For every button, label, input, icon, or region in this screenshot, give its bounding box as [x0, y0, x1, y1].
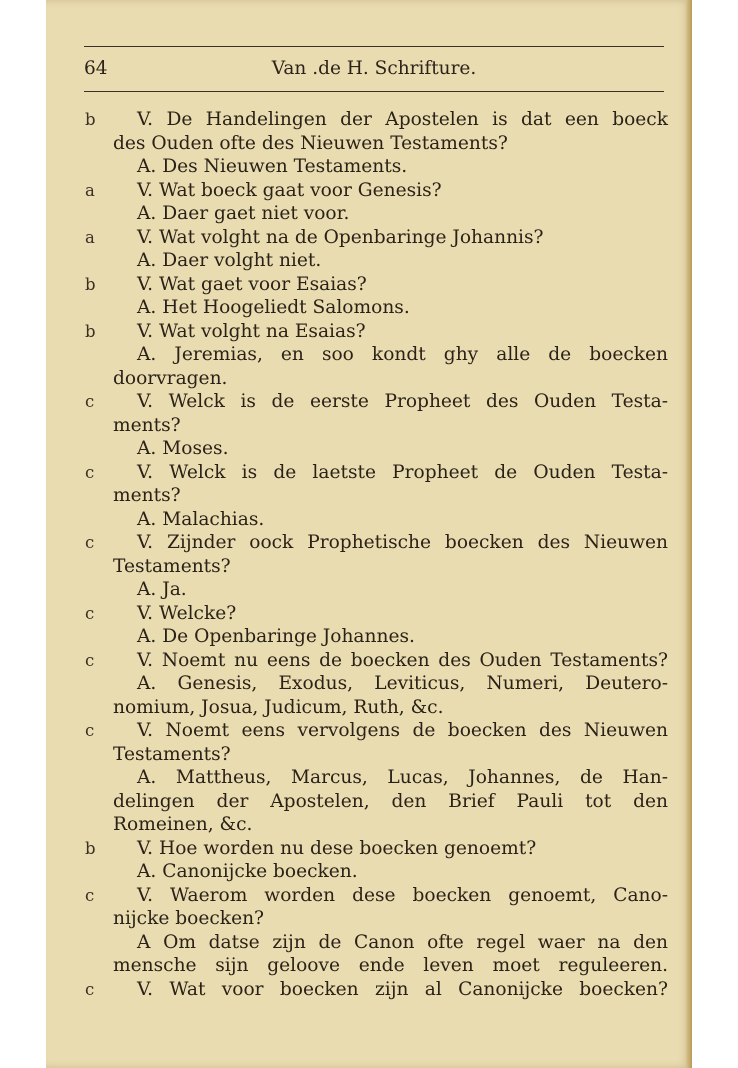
question-text: V. Wat voor boecken zijn al Canonijcke boecken? — [137, 978, 668, 1000]
question-level-marker: a — [85, 227, 95, 247]
text-line — [0, 132, 738, 156]
text-line — [0, 390, 738, 414]
continuation-text: Romeinen, &c. — [113, 814, 253, 835]
continuation-text: Testaments? — [113, 555, 231, 577]
question-text: V. Wat gaet voor Esaias? — [137, 273, 367, 295]
question-level-marker: b — [85, 321, 96, 341]
text-line — [0, 813, 738, 837]
text-line — [0, 531, 738, 555]
text-line — [0, 625, 738, 649]
text-line — [0, 931, 738, 955]
continuation-text: delingen der Apostelen, den Brief Pauli tot den — [113, 790, 668, 812]
question-text: V. Noemt nu eens de boecken des Ouden Testaments? — [137, 649, 668, 671]
question-level-marker: c — [85, 979, 95, 999]
answer-text: A. Genesis, Exodus, Leviticus, Numeri, Deutero- — [137, 673, 668, 694]
text-line — [0, 978, 738, 1002]
text-line — [0, 766, 738, 790]
question-level-marker: c — [85, 392, 95, 411]
text-line — [0, 508, 738, 532]
text-line — [0, 273, 738, 297]
answer-text: A Om datse zijn de Canon ofte regel waer na den — [137, 931, 668, 953]
text-line — [0, 602, 738, 626]
text-line — [0, 249, 738, 273]
continuation-text: ments? — [113, 414, 181, 436]
question-level-marker: b — [85, 110, 96, 129]
question-level-marker: a — [85, 180, 95, 200]
text-line — [0, 884, 738, 908]
text-line — [0, 790, 738, 814]
question-text: V. Noemt eens vervolgens de boecken des Nieuwen — [137, 720, 668, 741]
question-text: V. Wat boeck gaat voor Genesis? — [137, 179, 442, 201]
answer-text: A. Daer gaet niet voor. — [137, 203, 350, 224]
question-level-marker: c — [85, 885, 95, 905]
text-line — [0, 367, 738, 391]
text-line — [0, 696, 738, 720]
text-line — [0, 179, 738, 203]
text-line — [0, 860, 738, 884]
text-line — [0, 484, 738, 508]
question-text: V. Wat volght na de Openbaringe Johannis? — [137, 226, 544, 248]
continuation-text: ments? — [113, 485, 181, 506]
running-header — [84, 58, 664, 84]
question-level-marker: c — [85, 533, 95, 552]
page-number: 64 — [84, 58, 108, 79]
question-level-marker: b — [85, 274, 96, 294]
answer-text: A. Het Hoogeliedt Salomons. — [137, 297, 410, 318]
text-line — [0, 414, 738, 438]
text-line — [0, 320, 738, 344]
text-line — [0, 907, 738, 931]
question-text: V. Welck is de eerste Propheet des Ouden Testa- — [137, 391, 668, 412]
answer-text: A. Des Nieuwen Testaments. — [137, 156, 408, 177]
text-line — [0, 672, 738, 696]
text-line — [0, 226, 738, 250]
text-line — [0, 343, 738, 367]
text-line — [0, 108, 738, 132]
question-text: V. Zijnder oock Prophetische boecken des Nieuwen — [137, 532, 668, 553]
answer-text: A. Moses. — [137, 438, 229, 459]
header-rule-bottom — [84, 91, 664, 92]
answer-text: A. Ja. — [137, 579, 187, 600]
question-text: V. Hoe worden nu dese boecken genoemt? — [137, 837, 537, 859]
continuation-text: des Ouden ofte des Nieuwen Testaments? — [113, 132, 508, 154]
question-level-marker: b — [85, 838, 96, 858]
text-line — [0, 578, 738, 602]
text-line — [0, 155, 738, 179]
continuation-text: doorvragen. — [113, 367, 228, 389]
question-text: V. Welck is de laetste Propheet de Ouden Testa- — [137, 461, 668, 483]
answer-text: A. Mattheus, Marcus, Lucas, Johannes, de Han- — [137, 767, 668, 788]
continuation-text: nijcke boecken? — [113, 908, 265, 929]
text-line — [0, 461, 738, 485]
header-rule-top — [84, 46, 664, 47]
text-line — [0, 649, 738, 673]
running-title: Van .de H. Schrifture. — [271, 58, 477, 79]
continuation-text: nomium, Josua, Judicum, Ruth, &c. — [113, 696, 444, 718]
question-level-marker: c — [85, 462, 95, 482]
text-line — [0, 202, 738, 226]
question-level-marker: c — [85, 721, 95, 740]
text-line — [0, 954, 738, 978]
text-line — [0, 296, 738, 320]
question-text: V. Waerom worden dese boecken genoemt, Cano- — [137, 884, 668, 906]
question-level-marker: c — [85, 650, 95, 670]
text-line — [0, 719, 738, 743]
continuation-text: Testaments? — [113, 743, 231, 765]
catechism-text — [0, 108, 738, 1001]
answer-text: A. Canonijcke boecken. — [137, 861, 358, 882]
question-text: V. Wat volght na Esaias? — [137, 320, 366, 342]
text-line — [0, 555, 738, 579]
question-level-marker: c — [85, 603, 95, 623]
text-line — [0, 743, 738, 767]
continuation-text: mensche sijn geloove ende leven moet reguleeren. — [113, 955, 668, 976]
question-text: V. De Handelingen der Apostelen is dat een boeck — [137, 109, 668, 130]
answer-text: A. Jeremias, en soo kondt ghy alle de boecken — [137, 344, 668, 365]
text-line — [0, 837, 738, 861]
answer-text: A. De Openbaringe Johannes. — [137, 626, 415, 647]
question-text: V. Welcke? — [137, 602, 237, 624]
text-line — [0, 437, 738, 461]
answer-text: A. Malachias. — [137, 508, 265, 530]
answer-text: A. Daer volght niet. — [137, 250, 322, 271]
